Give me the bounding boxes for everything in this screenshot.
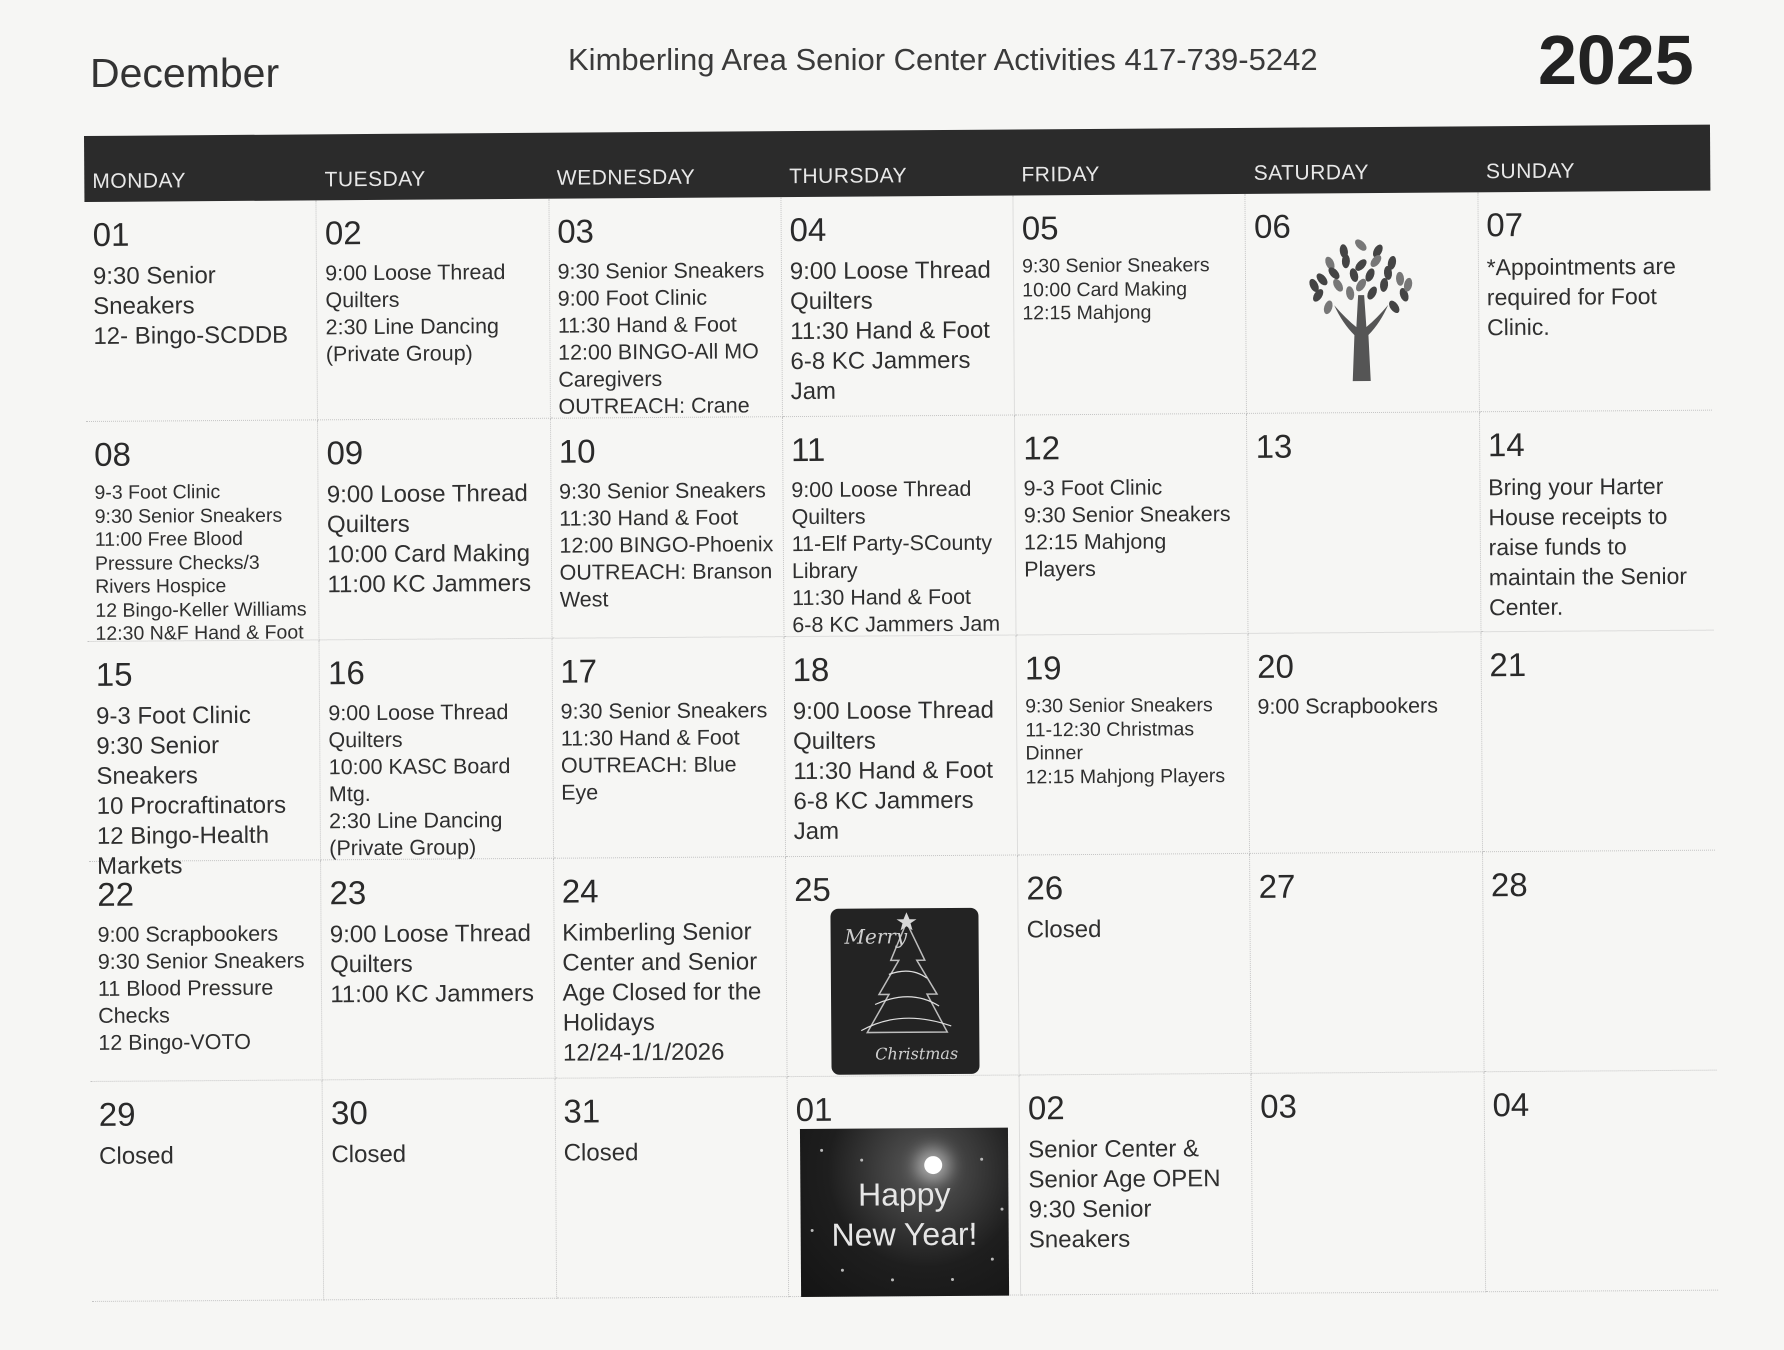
event-list xyxy=(328,699,546,863)
day-number: 22 xyxy=(97,875,135,913)
day-number: 07 xyxy=(1486,205,1524,244)
event-item: 9:30 Senior Sneakers xyxy=(558,478,766,504)
sparkle-icon xyxy=(991,1258,994,1261)
happy-text: Happy xyxy=(857,1175,951,1213)
day-cell xyxy=(318,419,552,641)
event-item: 9:00 Scrapbookers xyxy=(1257,693,1438,719)
day-number: 17 xyxy=(560,652,598,690)
day-cell xyxy=(1250,852,1484,1074)
day-cell xyxy=(781,196,1015,418)
day-number: 06 xyxy=(1253,207,1291,245)
day-cell xyxy=(1478,191,1712,413)
day-number: 11 xyxy=(790,430,826,469)
event-list xyxy=(94,480,312,646)
cell-note: Bring your Harter House receipts to raise funds to maintain the Senior Center. xyxy=(1488,472,1688,621)
day-number: 18 xyxy=(792,650,830,689)
event-item: 9:00 Loose Thread Quilters xyxy=(325,260,506,313)
event-list xyxy=(564,1137,781,1169)
event-list xyxy=(1028,1134,1246,1256)
event-item: 9-3 Foot Clinic xyxy=(95,701,251,730)
happy-new-year-image xyxy=(800,1128,1009,1297)
event-item: 12/24-1/1/2026 xyxy=(562,1038,725,1067)
event-item: 9:00 Loose Thread Quilters xyxy=(791,476,972,530)
event-list xyxy=(561,697,779,807)
day-number: 23 xyxy=(329,874,367,912)
weekday-header xyxy=(84,125,1710,202)
day-number: 25 xyxy=(793,870,831,909)
event-item: Closed xyxy=(331,1140,407,1169)
day-cell xyxy=(1017,634,1251,856)
event-list xyxy=(559,477,777,614)
event-item: 9:30 Senior Sneakers xyxy=(92,262,216,320)
day-number: 19 xyxy=(1024,649,1062,687)
event-item: 9:00 Loose Thread Quilters xyxy=(789,256,991,316)
day-cell xyxy=(1480,411,1714,633)
day-number: 21 xyxy=(1489,645,1527,684)
day-cell xyxy=(1484,1071,1718,1293)
calendar-grid xyxy=(84,191,1718,1302)
day-number: 04 xyxy=(1492,1085,1530,1124)
christmas-tree-image xyxy=(830,908,979,1075)
cell-note: *Appointments are required for Foot Clinic. xyxy=(1486,252,1676,341)
day-cell xyxy=(1252,1072,1486,1294)
day-number: 16 xyxy=(327,654,365,692)
event-item: 9:30 Senior Sneakers xyxy=(94,504,283,528)
event-item: 9:30 Senior Sneakers xyxy=(1021,254,1210,278)
day-cell xyxy=(554,857,788,1079)
event-item: Closed xyxy=(563,1139,639,1167)
event-item: 11:00 KC Jammers xyxy=(327,569,532,599)
day-number: 02 xyxy=(1027,1089,1065,1127)
event-item: 9:30 Senior Sneakers xyxy=(97,948,305,974)
day-number: 27 xyxy=(1258,867,1296,905)
event-item: 9:00 Loose Thread Quilters xyxy=(792,696,995,756)
event-item: 9:00 Loose Thread Quilters xyxy=(329,919,532,979)
day-number: 05 xyxy=(1021,209,1059,247)
event-item: 12:30 N&F Hand & Foot xyxy=(95,621,304,645)
day-number: 01 xyxy=(795,1090,833,1129)
event-list xyxy=(793,696,1011,848)
event-list xyxy=(557,257,775,421)
event-list xyxy=(1024,474,1242,584)
day-number: 04 xyxy=(789,210,827,249)
event-item: 10:00 KASC Board Mtg. xyxy=(328,754,511,807)
event-item: 2:30 Line Dancing (Private Group) xyxy=(328,808,503,861)
day-cell xyxy=(551,417,785,639)
day-number: 24 xyxy=(561,872,599,910)
day-number: 03 xyxy=(1260,1087,1298,1125)
event-list xyxy=(1022,254,1240,326)
event-item: 6-8 KC Jammers Jam xyxy=(793,786,974,846)
event-item: 12 Bingo-Keller Williams xyxy=(95,597,307,622)
event-item: 12 Bingo-Health Markets xyxy=(96,821,270,880)
day-number: 20 xyxy=(1257,647,1294,685)
day-cell xyxy=(786,855,1020,1077)
event-item: 9:00 Loose Thread Quilters xyxy=(328,700,509,753)
event-item: 11:30 Hand & Foot xyxy=(559,505,739,531)
day-cell xyxy=(549,197,783,419)
day-cell xyxy=(84,200,318,422)
event-item: 12:00 BINGO-All MO Caregivers xyxy=(558,339,759,392)
event-item: 11:30 Hand & Foot xyxy=(792,584,972,611)
day-number: 03 xyxy=(557,212,595,250)
event-list xyxy=(790,256,1008,408)
day-number: 02 xyxy=(324,214,362,252)
day-cell xyxy=(317,199,551,421)
weekday-tuesday: TUESDAY xyxy=(324,167,426,192)
event-item: 11-Elf Party-SCounty Library xyxy=(791,530,993,584)
event-item: 9:00 Loose Thread Quilters xyxy=(326,479,528,539)
event-item: 9:30 Senior Sneakers xyxy=(96,732,220,790)
event-item: OUTREACH: Branson West xyxy=(559,559,773,612)
event-item: OUTREACH: Blue Eye xyxy=(560,752,737,805)
weekday-friday: FRIDAY xyxy=(1021,162,1100,187)
day-number: 28 xyxy=(1490,865,1528,904)
day-cell xyxy=(89,860,323,1082)
calendar xyxy=(84,125,1718,1316)
weekday-sunday: SUNDAY xyxy=(1485,159,1576,184)
month-title: December xyxy=(90,50,280,96)
event-item: 12:00 BINGO-Phoenix xyxy=(559,532,774,558)
day-cell xyxy=(784,636,1018,858)
event-item: 11:00 KC Jammers xyxy=(330,979,534,1009)
day-number: 01 xyxy=(92,215,130,253)
event-item: 11-12:30 Christmas Dinner xyxy=(1025,717,1195,765)
event-item: 11:30 Hand & Foot xyxy=(790,316,991,346)
event-item: 9:30 Senior Sneakers xyxy=(1023,502,1231,528)
day-cell xyxy=(555,1077,789,1299)
day-cell xyxy=(552,637,786,859)
sparkle-icon xyxy=(891,1278,894,1281)
light-icon xyxy=(924,1156,942,1174)
event-item: Kimberling Senior Center and Senior Age Closed for the Holidays xyxy=(562,918,762,1037)
event-item: 2:30 Line Dancing (Private Group) xyxy=(325,314,500,367)
weekday-monday: MONDAY xyxy=(92,169,187,193)
event-item: 9:30 Senior Sneakers xyxy=(560,698,768,724)
event-item: 9:30 Senior Sneakers xyxy=(557,258,765,284)
day-cell xyxy=(321,859,555,1081)
day-number: 14 xyxy=(1487,425,1525,464)
event-item: 9:30 Senior Sneakers xyxy=(1028,1195,1152,1254)
day-cell xyxy=(320,639,554,861)
event-list xyxy=(93,260,311,352)
day-cell xyxy=(1018,854,1252,1076)
new-year-text: New Year! xyxy=(831,1215,978,1253)
event-item: 10:00 Card Making xyxy=(327,539,531,569)
event-item: 12:15 Mahjong Players xyxy=(1025,764,1226,788)
day-cell xyxy=(1247,412,1481,634)
day-number: 08 xyxy=(94,435,132,473)
day-cell xyxy=(86,420,320,645)
sparkle-icon xyxy=(980,1158,983,1161)
event-list xyxy=(99,1140,316,1172)
day-cell xyxy=(1015,414,1249,636)
day-cell xyxy=(787,1075,1021,1297)
day-cell xyxy=(1483,851,1717,1073)
event-item: 11:30 Hand & Foot xyxy=(557,312,737,338)
sparkle-icon xyxy=(951,1278,954,1281)
day-number: 13 xyxy=(1255,427,1293,465)
event-item: 6-8 KC Jammers Jam xyxy=(792,611,1001,638)
tree-icon xyxy=(1294,235,1429,384)
day-cell xyxy=(1020,1074,1254,1296)
day-number: 26 xyxy=(1026,869,1064,907)
event-item: 9:30 Senior Sneakers xyxy=(1025,694,1213,718)
day-number: 15 xyxy=(95,655,133,693)
day-cell xyxy=(323,1079,557,1301)
day-cell xyxy=(1014,194,1248,416)
event-item: 11 Blood Pressure Checks xyxy=(97,975,274,1028)
event-list xyxy=(1257,692,1474,721)
day-number: 10 xyxy=(558,432,596,470)
day-cell xyxy=(1249,632,1483,854)
event-item: 9:00 Foot Clinic xyxy=(557,285,708,311)
event-list xyxy=(330,919,548,1011)
day-cell xyxy=(1246,192,1480,414)
event-list xyxy=(331,1139,548,1171)
weekday-thursday: THURSDAY xyxy=(789,164,908,189)
event-item: 6-8 KC Jammers Jam xyxy=(790,346,971,406)
year-title: 2025 xyxy=(1538,21,1694,99)
event-list xyxy=(97,920,315,1057)
event-item: 9-3 Foot Clinic xyxy=(1023,475,1163,501)
event-item: 10 Procraftinators xyxy=(96,791,287,820)
event-list xyxy=(562,917,780,1069)
event-item: 11:00 Free Blood Pressure Checks/3 Rivers Hospice xyxy=(94,527,260,598)
event-item: 9-3 Foot Clinic xyxy=(94,481,221,504)
event-item: 12:15 Mahjong Players xyxy=(1023,529,1167,582)
event-list xyxy=(96,700,315,882)
day-number: 12 xyxy=(1023,429,1061,467)
event-item: 12:15 Mahjong xyxy=(1022,301,1152,325)
day-cell xyxy=(1481,631,1715,853)
merry-text: Merry xyxy=(844,924,908,949)
day-cell xyxy=(783,416,1017,638)
event-item: OUTREACH: Crane xyxy=(558,393,750,419)
sparkle-icon xyxy=(860,1159,863,1162)
event-item: 10:00 Card Making xyxy=(1022,277,1188,301)
day-number: 09 xyxy=(326,434,364,472)
day-number: 29 xyxy=(98,1095,136,1133)
day-number: 31 xyxy=(563,1092,601,1130)
day-number: 30 xyxy=(330,1094,368,1132)
event-list xyxy=(325,259,543,369)
event-list xyxy=(1025,694,1243,790)
event-item: 9:00 Scrapbookers xyxy=(97,921,279,947)
weekday-saturday: SATURDAY xyxy=(1253,161,1370,185)
weekday-wednesday: WEDNESDAY xyxy=(556,165,696,190)
day-cell xyxy=(91,1080,325,1302)
sparkle-icon xyxy=(820,1149,823,1152)
event-item: 12 Bingo-VOTO xyxy=(98,1029,251,1055)
day-cell xyxy=(88,640,322,880)
event-list xyxy=(1027,914,1244,946)
event-list xyxy=(791,476,1009,640)
event-item: 11:30 Hand & Foot xyxy=(560,725,740,751)
christmas-text: Christmas xyxy=(875,1043,959,1064)
event-item: 11:30 Hand & Foot xyxy=(793,756,994,786)
sparkle-icon xyxy=(841,1269,844,1272)
event-list xyxy=(327,479,545,601)
event-item: Closed xyxy=(1026,915,1102,944)
event-item: 12- Bingo-SCDDB xyxy=(93,321,289,350)
event-item: Closed xyxy=(99,1142,174,1170)
center-title: Kimberling Area Senior Center Activities 417-739-5242 xyxy=(568,42,1318,77)
event-item: Senior Center & Senior Age OPEN xyxy=(1028,1135,1221,1194)
